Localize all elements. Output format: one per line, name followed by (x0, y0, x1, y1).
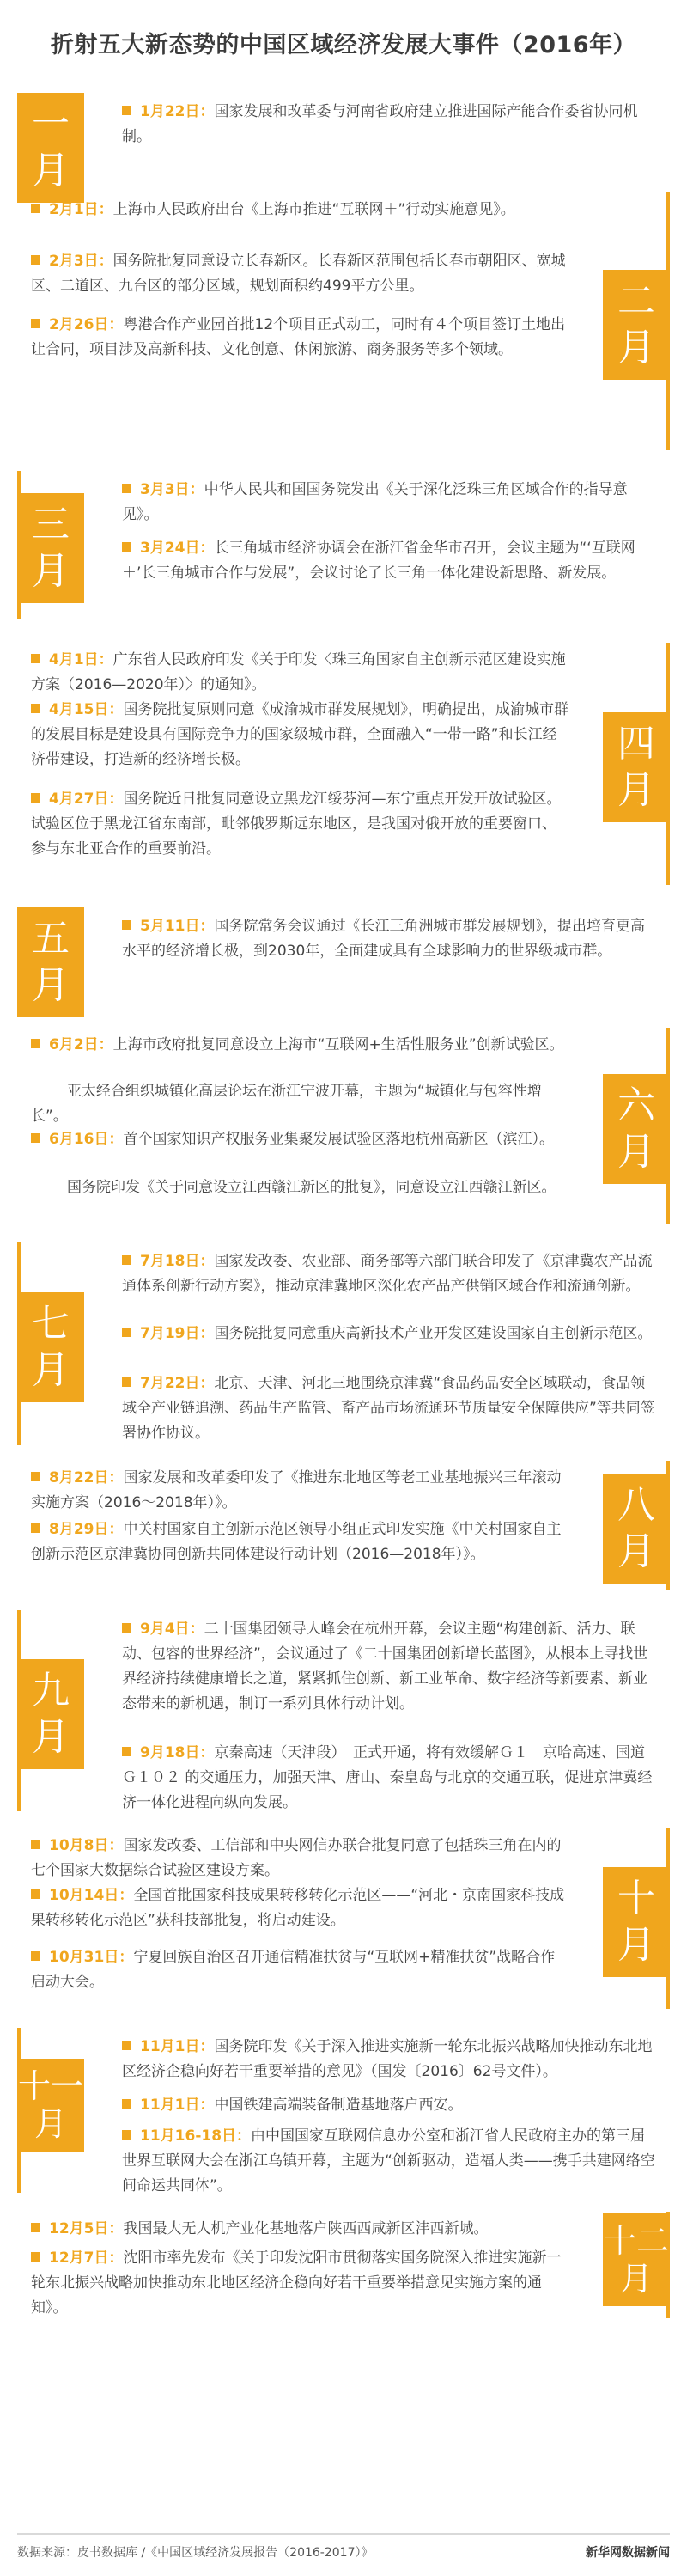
month-section (17, 643, 670, 885)
bullet-icon (31, 1039, 40, 1048)
event-item (31, 1079, 568, 1129)
page-title: 折射五大新态势的中国区域经济发展大事件（2016年） (50, 32, 637, 58)
event-text: 国家发展和改革委印发了《推进东北地区等老工业基地振兴三年滚动实施方案（2016～2018年）》。 (31, 1469, 562, 1511)
event-item (31, 648, 568, 698)
event-date: 7月19日： (140, 1325, 215, 1342)
bullet-icon (122, 1747, 131, 1756)
event-text: 沈阳市率先发布《关于印发沈阳市贯彻落实国务院深入推进实施新一轮东北振兴战略加快推动东北地区经济企稳向好若干重要举措意见实施方案的通知》。 (31, 2249, 562, 2317)
event-date: 11月1日： (140, 2038, 215, 2055)
bullet-icon (122, 1623, 131, 1633)
month-badge: 十二月 (603, 2213, 670, 2306)
event-text: 中国铁建高端装备制造基地落户西安。 (214, 2097, 463, 2114)
event-item (122, 1741, 656, 1816)
event-item (31, 1883, 568, 1933)
event-date: 4月27日： (49, 791, 124, 808)
month-section (17, 907, 670, 1010)
event-item (122, 1249, 656, 1299)
event-item (31, 698, 568, 772)
event-date: 11月16-18日： (140, 2127, 252, 2145)
event-item (31, 2217, 568, 2242)
event-date: 12月7日： (49, 2249, 124, 2267)
bullet-icon (31, 319, 40, 328)
event-item (122, 536, 656, 586)
event-text: 我国最大无人机产业化基地落户陕西西咸新区沣西新城。 (123, 2220, 489, 2237)
bullet-icon (122, 1377, 131, 1387)
bullet-icon (31, 1840, 40, 1849)
event-item (31, 1466, 568, 1516)
event-text: 国务院批复原则同意《成渝城市群发展规划》，明确提出，成渝城市群的发展目标是建设具有国际竞争力的国家级城市群，全面融入“一带一路”和长江经济带建设，打造新的经济增长极。 (31, 701, 568, 768)
bullet-icon (122, 2130, 131, 2140)
month-section (17, 1828, 670, 2009)
month-section (17, 1028, 670, 1224)
event-text: 由中国国家互联网信息办公室和浙江省人民政府主办的第三届世界互联网大会在浙江乌镇开幕，主题为“创新驱动，造福人类——携手共建网络空间命运共同体”。 (122, 2127, 655, 2194)
event-date: 3月3日： (140, 481, 204, 498)
bullet-icon (31, 1951, 40, 1961)
event-text: 京秦高速（天津段） 正式开通，将有效缓解Ｇ１ 京哈高速、国道Ｇ１０２ 的交通压力，加强天津、唐山、秦皇岛与北京的交通互联，促进京津冀经济一体化进程向纵向发展。 (122, 1744, 653, 1811)
bullet-icon (31, 704, 40, 713)
month-badge: 三月 (17, 493, 84, 603)
month-badge: 一月 (17, 93, 84, 203)
month-badge: 八月 (603, 1474, 670, 1584)
bullet-icon (31, 654, 40, 663)
event-item (122, 1322, 656, 1346)
event-text: 宁夏回族自治区召开通信精准扶贫与“互联网+精准扶贫”战略合作启动大会。 (31, 1949, 556, 1991)
event-item (31, 787, 568, 862)
bullet-icon (31, 1523, 40, 1533)
event-item (122, 914, 656, 964)
brand-credit: 新华网数据新闻 (586, 2546, 670, 2560)
event-text: 国务院批复同意重庆高新技术产业开发区建设国家自主创新示范区。 (214, 1325, 653, 1342)
bullet-icon (31, 255, 40, 265)
month-section (17, 2028, 670, 2193)
event-item (31, 1033, 568, 1058)
event-item (31, 2246, 568, 2321)
event-date: 3月24日： (140, 540, 215, 557)
event-date: 12月5日： (49, 2220, 124, 2237)
bullet-icon (31, 793, 40, 803)
bullet-icon (31, 1472, 40, 1481)
event-date: 10月8日： (49, 1837, 124, 1854)
event-text: 二十国集团领导人峰会在杭州开幕，会议主题“构建创新、活力、联动、包容的世界经济”，会议通过了《二十国集团创新增长蓝图》，从根本上寻找世界经济持续健康增长之道，紧紧抓住创新、新工业革命、数字经济等新要素、新业态带来的新机遇，制订一系列具体行动计划。 (122, 1621, 648, 1712)
event-item (31, 1517, 568, 1567)
bullet-icon (122, 106, 131, 115)
month-section (17, 192, 670, 450)
event-item (31, 198, 568, 223)
event-date: 1月22日： (140, 103, 215, 120)
event-date: 9月4日： (140, 1621, 204, 1638)
bullet-icon (122, 542, 131, 552)
bullet-icon (122, 1328, 131, 1337)
event-text: 上海市政府批复同意设立上海市“互联网+生活性服务业”创新试验区。 (112, 1036, 564, 1053)
month-badge: 十月 (603, 1867, 670, 1977)
bullet-icon (31, 2252, 40, 2262)
event-date: 9月18日： (140, 1744, 215, 1761)
event-text: 首个国家知识产权服务业集聚发展试验区落地杭州高新区（滨江）。 (123, 1131, 554, 1148)
event-text: 国务院批复同意设立长春新区。长春新区范围包括长春市朝阳区、宽城区、二道区、九台区的部分区域，规划面积约499平方公里。 (31, 253, 566, 295)
event-date: 2月1日： (49, 201, 113, 218)
event-text: 全国首批国家科技成果转移转化示范区——“河北・京南国家科技成果转移转化示范区”获科技部批复，将启动建设。 (31, 1887, 565, 1929)
month-badge: 六月 (603, 1074, 670, 1184)
bullet-icon (31, 2223, 40, 2232)
event-date: 10月31日： (49, 1949, 134, 1966)
footer (17, 2533, 670, 2560)
month-badge: 七月 (17, 1292, 84, 1402)
event-item (31, 1834, 568, 1883)
month-section (17, 1610, 670, 1811)
event-item (122, 2093, 656, 2118)
event-text: 长三角城市经济协调会在浙江省金华市召开，会议主题为“‘互联网＋’长三角城市合作与发展”，会议讨论了长三角一体化建设新思路、新发展。 (122, 540, 635, 582)
event-item (31, 249, 568, 299)
event-date: 7月18日： (140, 1253, 215, 1270)
bullet-icon (122, 2099, 131, 2109)
month-badge: 四月 (603, 712, 670, 822)
event-date: 8月29日： (49, 1521, 124, 1538)
event-item (122, 2035, 656, 2085)
event-item (122, 1617, 656, 1717)
month-section (17, 1461, 670, 1590)
month-badge: 二月 (603, 270, 670, 380)
event-text: 上海市人民政府出台《上海市推进“互联网＋”行动实施意见》。 (112, 201, 515, 218)
event-text: 北京、天津、河北三地围绕京津冀“食品药品安全区域联动，食品领域全产业链追溯、药品生产监管、畜产品市场流通环节质量安全保障供应”等共同签署协作协议。 (122, 1375, 655, 1442)
event-text: 国家发改委、工信部和中央网信办联合批复同意了包括珠三角在内的七个国家大数据综合试验区建设方案。 (31, 1837, 562, 1879)
event-text: 中华人民共和国国务院发出《关于深化泛珠三角区域合作的指导意见》。 (122, 481, 628, 523)
bullet-icon (122, 484, 131, 493)
event-date: 5月11日： (140, 918, 215, 935)
event-item (31, 1175, 568, 1200)
event-item (122, 2124, 656, 2199)
bullet-icon (31, 204, 40, 213)
bullet-icon (31, 1889, 40, 1899)
event-date: 4月1日： (49, 651, 113, 668)
month-section (17, 2212, 670, 2318)
event-date: 2月3日： (49, 253, 113, 270)
bullet-icon (31, 1133, 40, 1143)
event-text: 粤港合作产业园首批12个项目正式动工，同时有４个项目签订土地出让合同，项目涉及高新科技、文化创意、休闲旅游、商务服务等多个领域。 (31, 316, 566, 358)
event-date: 7月22日： (140, 1375, 215, 1392)
event-text: 国务院常务会议通过《长江三角洲城市群发展规划》，提出培育更高水平的经济增长极，到2030年，全面建成具有全球影响力的世界级城市群。 (122, 918, 645, 960)
event-item (122, 100, 656, 150)
data-source: 数据来源：皮书数据库 /《中国区域经济发展报告（2016-2017）》 (17, 2546, 374, 2560)
bullet-icon (122, 2041, 131, 2050)
event-item (31, 1945, 568, 1995)
event-date: 6月16日： (49, 1131, 124, 1148)
month-badge: 九月 (17, 1659, 84, 1769)
month-badge: 五月 (17, 907, 84, 1017)
event-text: 亚太经合组织城镇化高层论坛在浙江宁波开幕，主题为“城镇化与包容性增长”。 (31, 1083, 542, 1125)
event-text: 国务院近日批复同意设立黑龙江绥芬河—东宁重点开发开放试验区。试验区位于黑龙江省东南部，毗邻俄罗斯远东地区，是我国对俄开放的重要窗口、参与东北亚合作的重要前沿。 (31, 791, 562, 858)
month-section (17, 1242, 670, 1445)
month-section (17, 471, 670, 619)
event-date: 2月26日： (49, 316, 124, 333)
month-section (17, 93, 670, 192)
event-text: 国务院印发《关于深入推进实施新一轮东北振兴战略加快推动东北地区经济企稳向好若干重要举措的意见》（国发〔2016〕62号文件）。 (122, 2038, 653, 2080)
event-date: 11月1日： (140, 2097, 215, 2114)
event-item (122, 478, 656, 528)
event-text: 国家发改委、农业部、商务部等六部门联合印发了《京津冀农产品流通体系创新行动方案》，推动京津冀地区深化农产品产供销区域合作和流通创新。 (122, 1253, 653, 1295)
event-item (31, 1127, 568, 1152)
event-item (31, 313, 568, 363)
event-date: 6月2日： (49, 1036, 113, 1053)
bullet-icon (122, 1255, 131, 1265)
event-date: 4月15日： (49, 701, 124, 718)
event-text: 广东省人民政府印发《关于印发〈珠三角国家自主创新示范区建设实施方案（2016—2020年）〉的通知》。 (31, 651, 566, 693)
event-text: 中关村国家自主创新示范区领导小组正式印发实施《中关村国家自主创新示范区京津冀协同创新共同体建设行动计划（2016—2018年）》。 (31, 1521, 562, 1563)
bullet-icon (122, 920, 131, 930)
event-text: 国务院印发《关于同意设立江西赣江新区的批复》，同意设立江西赣江新区。 (67, 1179, 556, 1196)
event-date: 8月22日： (49, 1469, 124, 1486)
event-text: 国家发展和改革委与河南省政府建立推进国际产能合作委省协同机制。 (122, 103, 638, 145)
event-date: 10月14日： (49, 1887, 134, 1904)
event-item (122, 1371, 656, 1446)
month-badge: 十一月 (17, 2059, 84, 2152)
